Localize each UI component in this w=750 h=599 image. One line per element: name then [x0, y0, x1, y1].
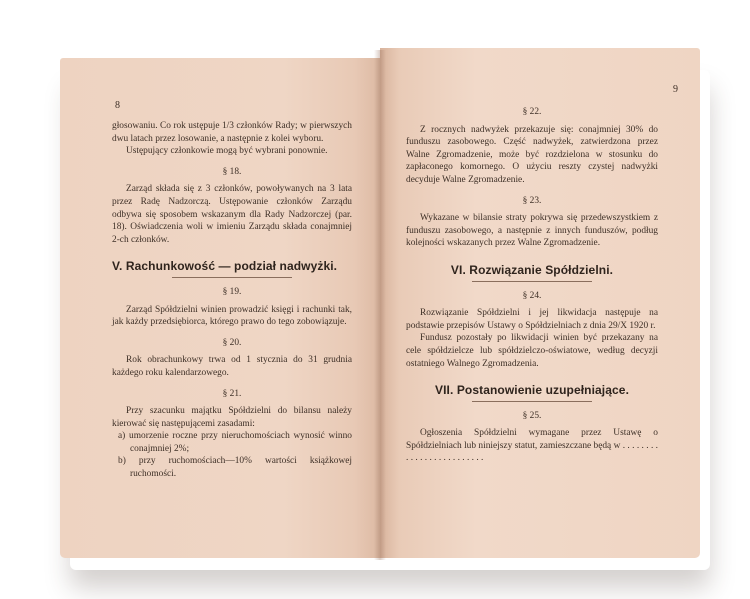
section-heading: § 21.: [222, 388, 242, 399]
list-item: a) umorzenie roczne przy nieruchomościach wynosić winno conajmniej 2%;: [118, 431, 352, 454]
section-heading: § 20.: [222, 337, 242, 348]
list-item: b) przy ruchomościach—10% wartości książkowej ruchomości.: [118, 456, 352, 480]
section-heading: § 18.: [222, 166, 242, 177]
paragraph: Zarząd Spółdzielni winien prowadzić księgi i rachunki tak, jak każdy przedsiębiorca, którego prawo do tego zobowiązuje.: [112, 304, 352, 328]
section-heading: § 23.: [522, 195, 542, 206]
page-number: 9: [673, 84, 678, 95]
right-page-content: [406, 98, 658, 465]
chapter-heading: VI. Rozwiązanie Spółdzielni.: [450, 262, 614, 277]
chapter-heading: V. Rachunkowość — podział nadwyżki.: [112, 259, 338, 274]
paragraph: Rozwiązanie Spółdzielni i jej likwidacja następuje na podstawie przepisów Ustawy o Spółdzielniach z dnia 29/X 1920 r.: [406, 308, 658, 331]
chapter-heading: VII. Postanowienie uzupełniające.: [434, 383, 630, 398]
paragraph: Ogłoszenia Spółdzielni wymagane przez Ustawę o Spółdzielniach lub niniejszy statut, zamieszczane będą w . . . . . . . . . . . . . . . . . . . . . . . . .: [406, 428, 658, 464]
paragraph: Rok obrachunkowy trwa od 1 stycznia do 31 grudnia każdego roku kalendarzowego.: [112, 355, 352, 378]
page-gutter: [374, 50, 386, 560]
paragraph: Fundusz pozostały po likwidacji winien być przekazany na cele spółdzielcze lub spółdzielczo-oświatowe, według decyzji ostatniego Walnego Zgromadzenia.: [406, 333, 658, 369]
left-page-content: [112, 120, 352, 481]
left-page: [60, 58, 380, 558]
divider: [472, 281, 592, 282]
divider: [472, 401, 592, 402]
section-heading: § 25.: [522, 410, 542, 421]
list: [112, 430, 352, 480]
paragraph: Zarząd składa się z 3 członków, powoływanych na 3 lata przez Radę Nadzorczą. Ustępowanie członków Zarządu odbywa się sposobem wskazanym dla Rady Nadzorczej (par. 18). Oświadczenia woli w imieniu Zarządu składa conajmniej 2-ch członków.: [112, 184, 352, 245]
paragraph: Ustępujący członkowie mogą być wybrani ponownie.: [126, 146, 328, 157]
page-number: 8: [115, 100, 120, 111]
paragraph: głosowaniu. Co rok ustępuje 1/3 członków Rady; w pierwszych dwu latach przez losowanie, a następnie z kolei wyboru.: [112, 121, 352, 144]
paragraph: Z rocznych nadwyżek przekazuje się: conajmniej 30% do funduszu zasobowego. Część nadwyżek, zatwierdzona przez Walne Zgromadzenie, może być rozdzielona w stosunku do zapłaconego komornego. O użyciu reszty czystej nadwyżki decyduje Walne Zgromadzenie.: [406, 124, 658, 185]
section-heading: § 22.: [522, 107, 542, 117]
divider: [172, 277, 292, 278]
paragraph: Przy szacunku majątku Spółdzielni do bilansu należy kierować się następującemi zasadami:: [112, 406, 352, 429]
section-heading: § 19.: [222, 286, 242, 297]
paragraph: Wykazane w bilansie straty pokrywa się przedewszystkiem z funduszu zasobowego, a następnie z innych funduszów, podług kolejności wskazanych przez Walne Zgromadzenie.: [406, 213, 658, 249]
open-booklet: [60, 46, 700, 566]
right-page: [380, 48, 700, 558]
section-heading: § 24.: [522, 290, 542, 301]
